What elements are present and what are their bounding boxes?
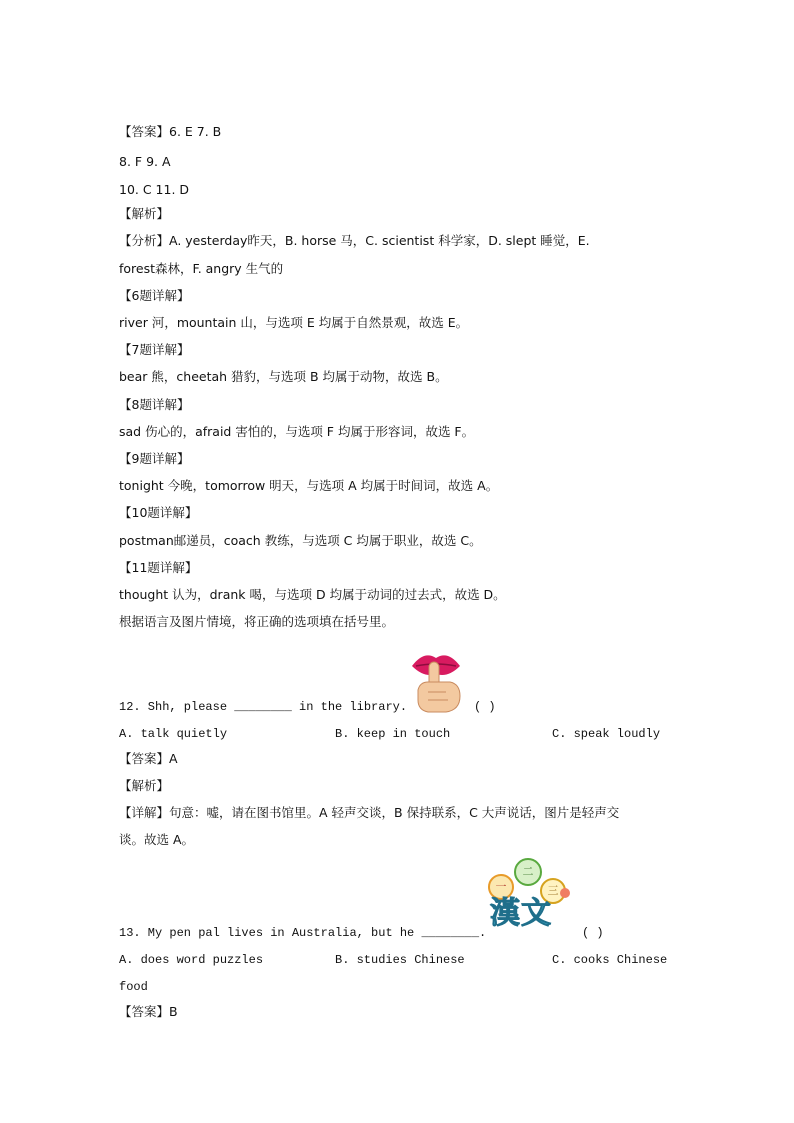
q7-heading: 【7题详解】 <box>119 342 190 357</box>
bubble-three: 三 <box>540 878 566 904</box>
answer-line-2: 8. F 9. A <box>119 154 171 169</box>
fenxi-line-2: forest森林，F. angry 生气的 <box>119 261 284 276</box>
q12-option-a: A. talk quietly <box>119 727 228 741</box>
q11-heading: 【11题详解】 <box>119 560 198 575</box>
answer-line-3: 10. C 11. D <box>119 182 190 197</box>
q13-option-c: C. cooks Chinese <box>552 953 668 967</box>
q9-heading: 【9题详解】 <box>119 451 190 466</box>
analysis-heading: 【解析】 <box>119 206 170 221</box>
q13-option-b: B. studies Chinese <box>335 953 465 967</box>
q12-stem <box>119 698 407 716</box>
instruction: 根据语言及图片情境，将正确的选项填在括号里。 <box>119 614 395 629</box>
q8-heading: 【8题详解】 <box>119 397 190 412</box>
answer-line-1: 【答案】6. E 7. B <box>119 124 222 139</box>
q10-heading: 【10题详解】 <box>119 505 198 520</box>
q11-body: thought 认为，drank 喝，与选项 D 均属于动词的过去式，故选 D。 <box>119 587 506 602</box>
q6-body: river 河，mountain 山，与选项 E 均属于自然景观，故选 E。 <box>119 315 469 330</box>
q13-option-a: A. does word puzzles <box>119 953 264 967</box>
q12-detail-line-1: 【详解】句意：嘘，请在图书馆里。A 轻声交谈，B 保持联系，C 大声说话，图片是轻声交 <box>119 805 620 820</box>
q10-body: postman邮递员，coach 教练，与选项 C 均属于职业，故选 C。 <box>119 533 482 548</box>
q12-detail-line-2: 谈。故选 A。 <box>119 832 195 847</box>
q12-analysis-heading: 【解析】 <box>119 778 170 793</box>
q8-body: sad 伤心的，afraid 害怕的，与选项 F 均属于形容词，故选 F。 <box>119 424 475 439</box>
q13-answer-bracket[interactable]: ( ) <box>582 926 604 940</box>
lollipop-decoration <box>560 888 570 898</box>
hanwen-picture <box>484 858 576 940</box>
q7-body: bear 熊，cheetah 猎豹，与选项 B 均属于动物，故选 B。 <box>119 369 448 384</box>
q6-heading: 【6题详解】 <box>119 288 190 303</box>
bubble-two: 二 <box>514 858 542 886</box>
q12-stem-text: 12. Shh, please ________ in the library. <box>119 700 408 714</box>
q12-option-b: B. keep in touch <box>335 727 451 741</box>
q9-body: tonight 今晚，tomorrow 明天，与选项 A 均属于时间词，故选 A。 <box>119 478 499 493</box>
fenxi-line-1: 【分析】A. yesterday昨天，B. horse 马，C. scientist 科学家，D. slept 睡觉，E. <box>119 233 590 248</box>
q13-answer: 【答案】B <box>119 1004 178 1019</box>
q12-option-c: C. speak loudly <box>552 727 661 741</box>
bubble-one: 一 <box>488 874 514 900</box>
q12-answer-bracket[interactable]: ( ) <box>474 700 496 714</box>
q12-answer: 【答案】A <box>119 751 178 766</box>
q13-option-c-continued: food <box>119 980 148 994</box>
hanwen-text: 漢文 <box>490 896 552 931</box>
q13-stem: 13. My pen pal lives in Australia, but he ________. <box>119 926 487 940</box>
shh-finger-icon <box>406 642 466 714</box>
